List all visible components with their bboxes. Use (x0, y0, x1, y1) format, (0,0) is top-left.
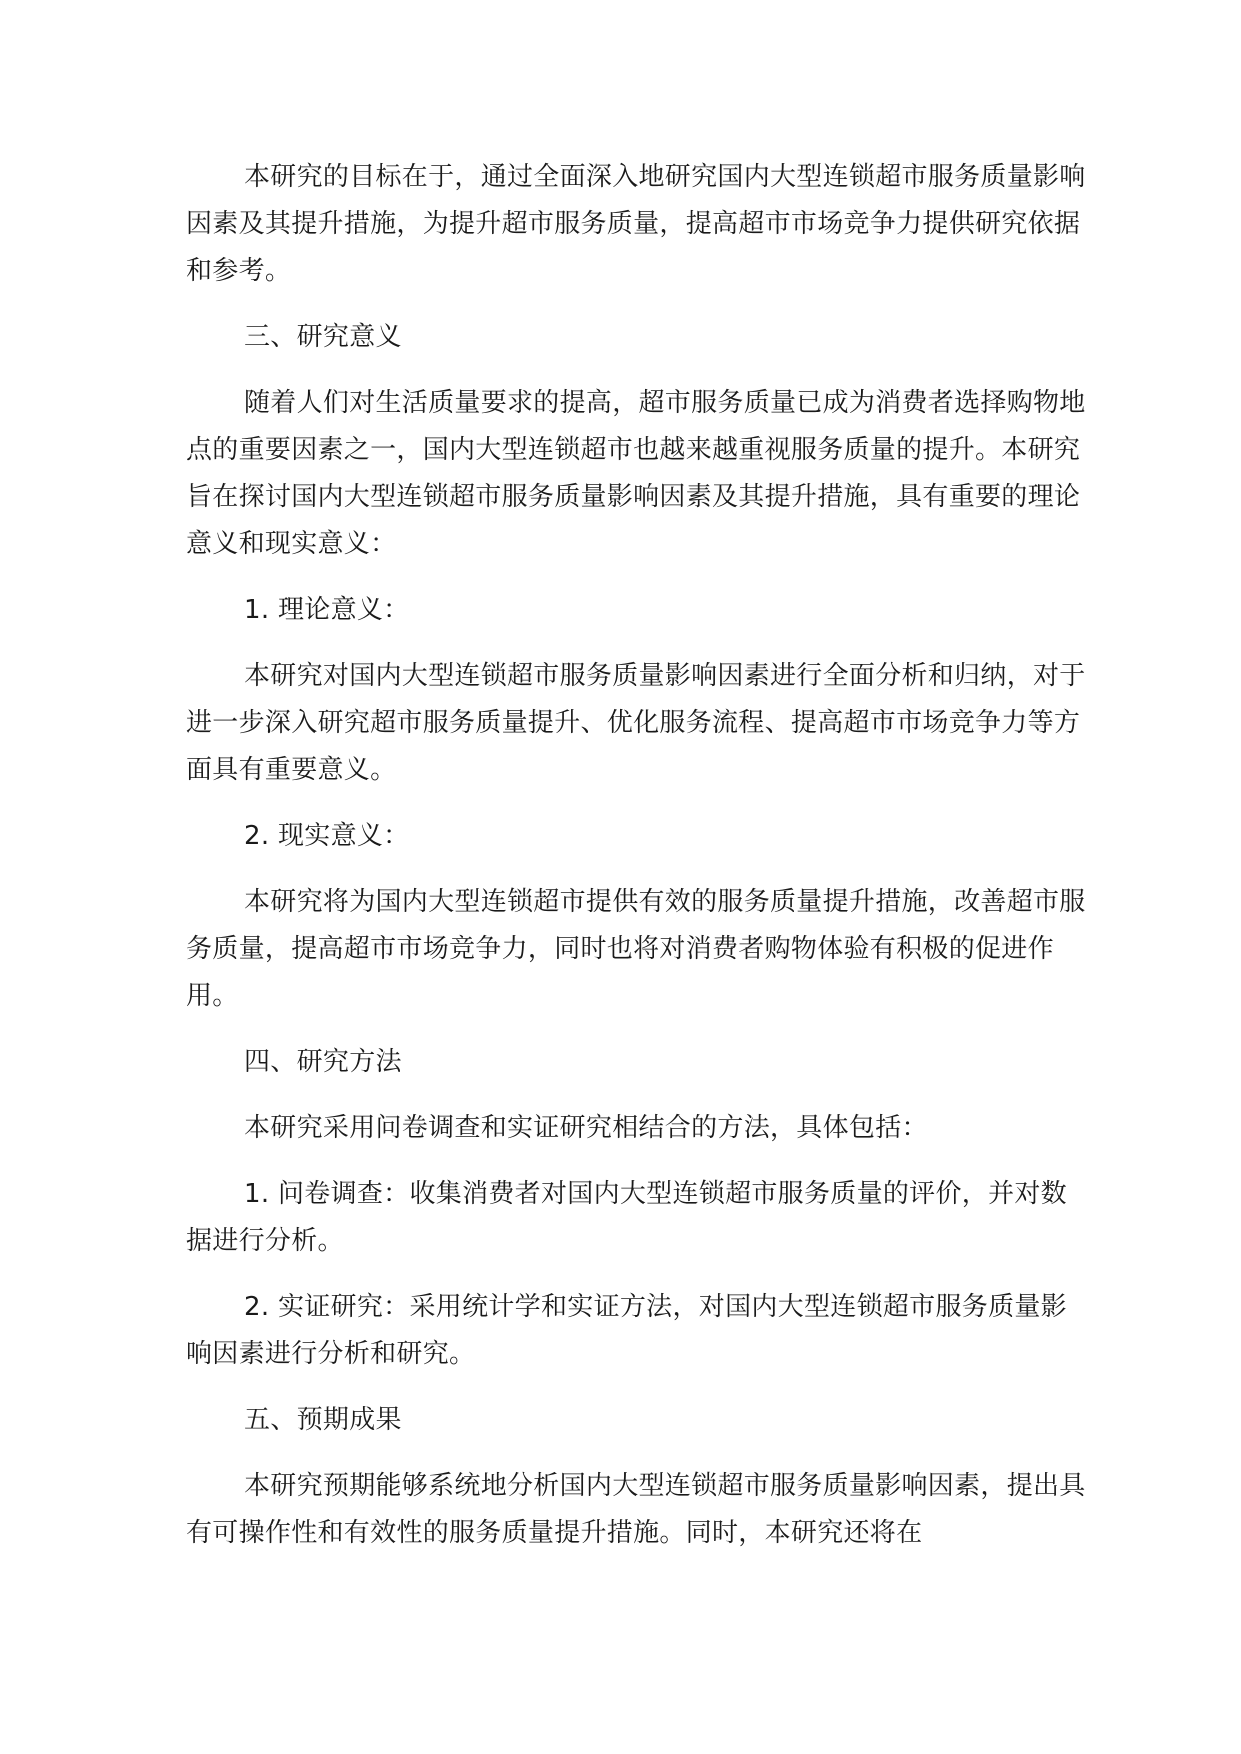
paragraph-theoretical-significance: 本研究对国内大型连锁超市服务质量影响因素进行全面分析和归纳，对于进一步深入研究超市服务质量提升、优化服务流程、提高超市市场竞争力等方面具有重要意义。 (186, 661, 1086, 785)
paragraph-significance-intro: 随着人们对生活质量要求的提高，超市服务质量已成为消费者选择购物地点的重要因素之一，国内大型连锁超市也越来越重视服务质量的提升。本研究旨在探讨国内大型连锁超市服务质量影响因素及其提升措施，具有重要的理论意义和现实意义： (186, 388, 1086, 559)
section-heading-research-methods: 四、研究方法 (244, 1047, 402, 1077)
document-body (186, 154, 1086, 1576)
paragraph-method-questionnaire: 1. 问卷调查：收集消费者对国内大型连锁超市服务质量的评价，并对数据进行分析。 (186, 1179, 1067, 1256)
section-heading-research-significance: 三、研究意义 (244, 322, 402, 352)
paragraph-expected-results: 本研究预期能够系统地分析国内大型连锁超市服务质量影响因素，提出具有可操作性和有效性的服务质量提升措施。同时，本研究还将在 (186, 1471, 1086, 1548)
subheading-theoretical-significance: 1. 理论意义： (244, 595, 410, 625)
paragraph-methods-intro: 本研究采用问卷调查和实证研究相结合的方法，具体包括： (244, 1113, 928, 1143)
section-heading-expected-results: 五、预期成果 (244, 1405, 402, 1435)
subheading-practical-significance: 2. 现实意义： (244, 821, 410, 851)
paragraph-method-empirical: 2. 实证研究：采用统计学和实证方法，对国内大型连锁超市服务质量影响因素进行分析和研究。 (186, 1292, 1067, 1369)
paragraph-practical-significance: 本研究将为国内大型连锁超市提供有效的服务质量提升措施，改善超市服务质量，提高超市市场竞争力，同时也将对消费者购物体验有积极的促进作用。 (186, 887, 1086, 1011)
paragraph-research-goal: 本研究的目标在于，通过全面深入地研究国内大型连锁超市服务质量影响因素及其提升措施，为提升超市服务质量，提高超市市场竞争力提供研究依据和参考。 (186, 162, 1086, 286)
